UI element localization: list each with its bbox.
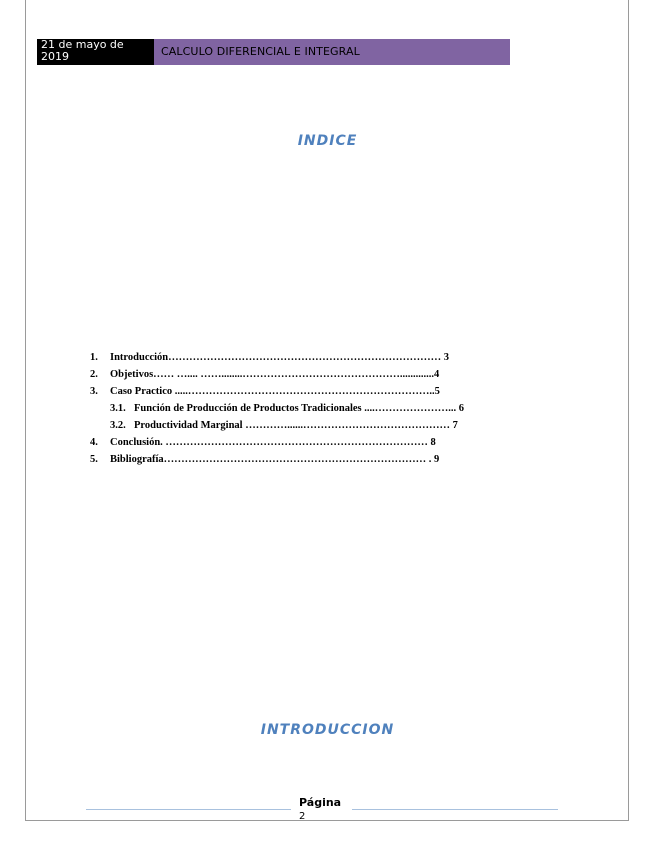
toc-entry-text: Conclusión. ………………………………………………………………… 8 xyxy=(110,437,436,448)
toc-entry-text: Bibliografía………………………………………………………………… . 9 xyxy=(110,454,440,465)
toc-entry-text: Función de Producción de Productos Tradicionales ....…………………... 6 xyxy=(134,403,464,414)
toc-entry-number: 1. xyxy=(90,352,98,363)
footer-rule-left xyxy=(86,809,291,810)
toc-subentry[interactable] xyxy=(90,417,527,434)
toc-entry-number: 3.1. xyxy=(110,403,126,414)
header-title: CALCULO DIFERENCIAL E INTEGRAL xyxy=(154,39,510,65)
introduction-heading: INTRODUCCION xyxy=(260,722,395,738)
toc-entry[interactable] xyxy=(90,434,527,451)
toc-entry-text: Introducción…………………………………………………………………… 3 xyxy=(110,352,450,363)
index-heading: INDICE xyxy=(297,133,358,149)
table-of-contents xyxy=(90,349,527,468)
footer-rule-right xyxy=(352,809,558,810)
toc-entry-number: 3.2. xyxy=(110,420,126,431)
footer-page-label: Página xyxy=(299,796,342,809)
toc-entry-number: 4. xyxy=(90,437,98,448)
toc-entry[interactable] xyxy=(90,383,527,400)
toc-entry-number: 3. xyxy=(90,386,98,397)
toc-entry-text: Caso Practico .....……………………………………………………………..5 xyxy=(110,386,440,397)
toc-entry[interactable] xyxy=(90,366,527,383)
header-date: 21 de mayo de 2019 xyxy=(37,39,154,65)
toc-entry-number: 2. xyxy=(90,369,98,380)
toc-entry-number: 5. xyxy=(90,454,98,465)
footer-page-number: 2 xyxy=(299,811,306,822)
toc-entry-text: Productividad Marginal …………......…………………………………… 7 xyxy=(134,420,458,431)
toc-subentry[interactable] xyxy=(90,400,527,417)
toc-entry[interactable] xyxy=(90,451,527,468)
toc-entry-text: Objetivos…… ….... ……........……………………………………….............4 xyxy=(110,369,440,380)
toc-entry[interactable] xyxy=(90,349,527,366)
